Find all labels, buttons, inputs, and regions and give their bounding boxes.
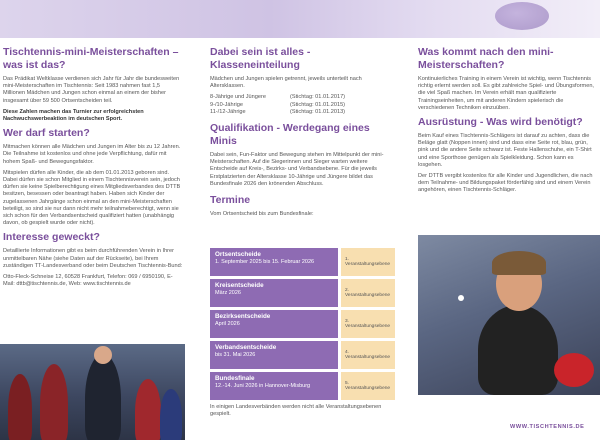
contact-text: Otto-Fleck-Schneise 12, 60528 Frankfurt, Telefon: 069 / 6950190, E-Mail: dttb@tischtennis.de, Web: www.tischtennis.de <box>3 274 173 288</box>
heading-interest: Interesse geweckt? <box>3 231 100 244</box>
column-left <box>3 46 183 292</box>
heading-after: Was kommt nach den mini-Meisterschaften? <box>418 46 554 71</box>
dates-intro: Vom Ortsentscheid bis zum Bundesfinale: <box>210 211 314 218</box>
who-text: Mitmachen können alle Mädchen und Jungen im Alter bis zu 12 Jahren. Die Teilnahme ist kostenlos und ohne jede Verpflichtung, dafür mit hohem Spaß- und Bewegungsfaktor. <box>3 144 181 165</box>
event-levels <box>210 248 395 403</box>
level-row: Verbandsentscheide bis 31. Mai 2026 4. Veranstaltungsebene <box>210 341 395 369</box>
age-class-list <box>210 94 395 116</box>
photo-boy-playing <box>418 235 600 395</box>
intro-highlight: Diese Zahlen machen das Turnier zur erfolgreichsten Nachwuchswerbeaktion im deutschen Sport. <box>3 108 144 123</box>
website-url[interactable]: WWW.TISCHTENNIS.DE <box>510 424 585 430</box>
column-right <box>418 46 598 199</box>
age-class-row: 8-Jährige und Jüngere (Stichtag: 01.01.2017) <box>210 94 346 101</box>
red-paddle <box>554 353 594 387</box>
heading-classes: Dabei sein ist alles - Klasseneinteilung <box>210 46 311 71</box>
heading-what-is-it: Tischtennis-mini-Meisterschaften – was ist das? <box>3 46 179 71</box>
after-text: Kontinuierliches Training in einem Verein ist wichtig, wenn Tischtennis richtig erlernt werden soll. Es gibt zahlreiche Spiel- und Übungsformen, die viel Spaß machen. Im Verein erhält man qualifizierte Trainingseinheiten, um mit anderen Kindern spielerisch die verschiedenen Techniken einzuüben. <box>418 76 594 111</box>
heading-dates: Termine <box>210 194 251 207</box>
intro-text: Das Prädikat Weltklasse verdienen sich Jahr für Jahr die bundesweiten mini-Meisterschaften im Tischtennis: Seit 1983 nahmen fast 1,5 Millionen Mädchen und Jungen schon einmal an einem der bisher insgesamt über 59 500 Ortsentscheiden teil. <box>3 76 180 104</box>
levels-footnote: In einigen Landesverbänden werden nicht alle Veranstaltungsebenen gespielt. <box>210 404 382 418</box>
ball <box>458 295 464 301</box>
info-text: Detaillierte Informationen gibt es beim durchführenden Verein in Ihrer unmittelbaren Nähe (siehe Daten auf der Rückseite), bei Ihrem zuständigen TT-Landesverband oder beim Deutschen Tischtennis-Bund: <box>3 248 183 269</box>
age-class-row: 11-/12-Jährige (Stichtag: 01.01.2013) <box>210 108 346 115</box>
paddle-graphic <box>495 2 549 30</box>
level-row: Bundesfinale 12.-14. Juni 2026 in Hannover-Misburg 5. Veranstaltungsebene <box>210 372 395 400</box>
eligibility-text: Mitspielen dürfen alle Kinder, die ab dem 01.01.2013 geboren sind. Dabei dürfen sie schon Mitglied in einem Tischtennisverein sein, jedoch dürfen sie keine Spielberechtigung eines Mitgliedsverbandes des DTTB besitzen, besessen oder beantragt haben. Haben sich Kinder der zugelassenen Jahrgänge schon einmal an den mini-Meisterschaften beteiligt, so sind sie nur dann nicht mehr teilnahmeberechtigt, wenn sie sich schon für den Verbandsentscheid qualifiziert hatten (unabhängig davon, ob gespielt wurde oder nicht). <box>3 169 181 227</box>
heading-who-can-start: Wer darf starten? <box>3 127 90 140</box>
qualification-text: Dabei sein, Fun-Faktor und Bewegung stehen im Mittelpunkt der mini-Meisterschaften. Auf die Siegerinnen und Sieger warten weitere Entscheide auf Kreis-, Bezirks- und Verbandsebene. Für die jeweils Erstplatzierten der Altersklasse 10-Jährige und Jüngere bildet das Bundesfinale 2026 den krönenden Abschluss. <box>210 152 384 187</box>
header-banner <box>0 0 600 38</box>
heading-qualification: Qualifikation - Werdegang eines Minis <box>210 122 370 148</box>
level-row: Ortsentscheide 1. September 2025 bis 15. Februar 2026 1. Veranstaltungsebene <box>210 248 395 276</box>
photo-players-group <box>0 344 185 440</box>
classes-text: Mädchen und Jungen spielen getrennt, jeweils unterteilt nach Altersklassen. <box>210 76 362 90</box>
level-row: Bezirksentscheide April 2026 3. Veranstaltungsebene <box>210 310 395 338</box>
level-row: Kreisentscheide März 2026 2. Veranstaltungsebene <box>210 279 395 307</box>
heading-equipment: Ausrüstung - Was wird benötigt? <box>418 116 583 129</box>
column-middle <box>210 46 395 222</box>
equipment-text: Beim Kauf eines Tischtennis-Schlägers ist darauf zu achten, dass die Beläge glatt (Noppen innen) sind und dass eine Seite rot, blau, grün, pink und die andere Seite schwarz ist. Feste Hallenschuhe, ein T-Shirt und eine Sporthose genügen als Spielkleidung. Schon kann es losgehen. <box>418 133 592 168</box>
racket-text: Der DTTB vergibt kostenlos für alle Kinder und Jugendlichen, die nach dem Teilnahme- und Bildungspaket förderfähig sind und einem Verein angehören, einen Tischtennis-Schläger. <box>418 173 593 194</box>
age-class-row: 9-/10-Jährige (Stichtag: 01.01.2015) <box>210 101 346 108</box>
